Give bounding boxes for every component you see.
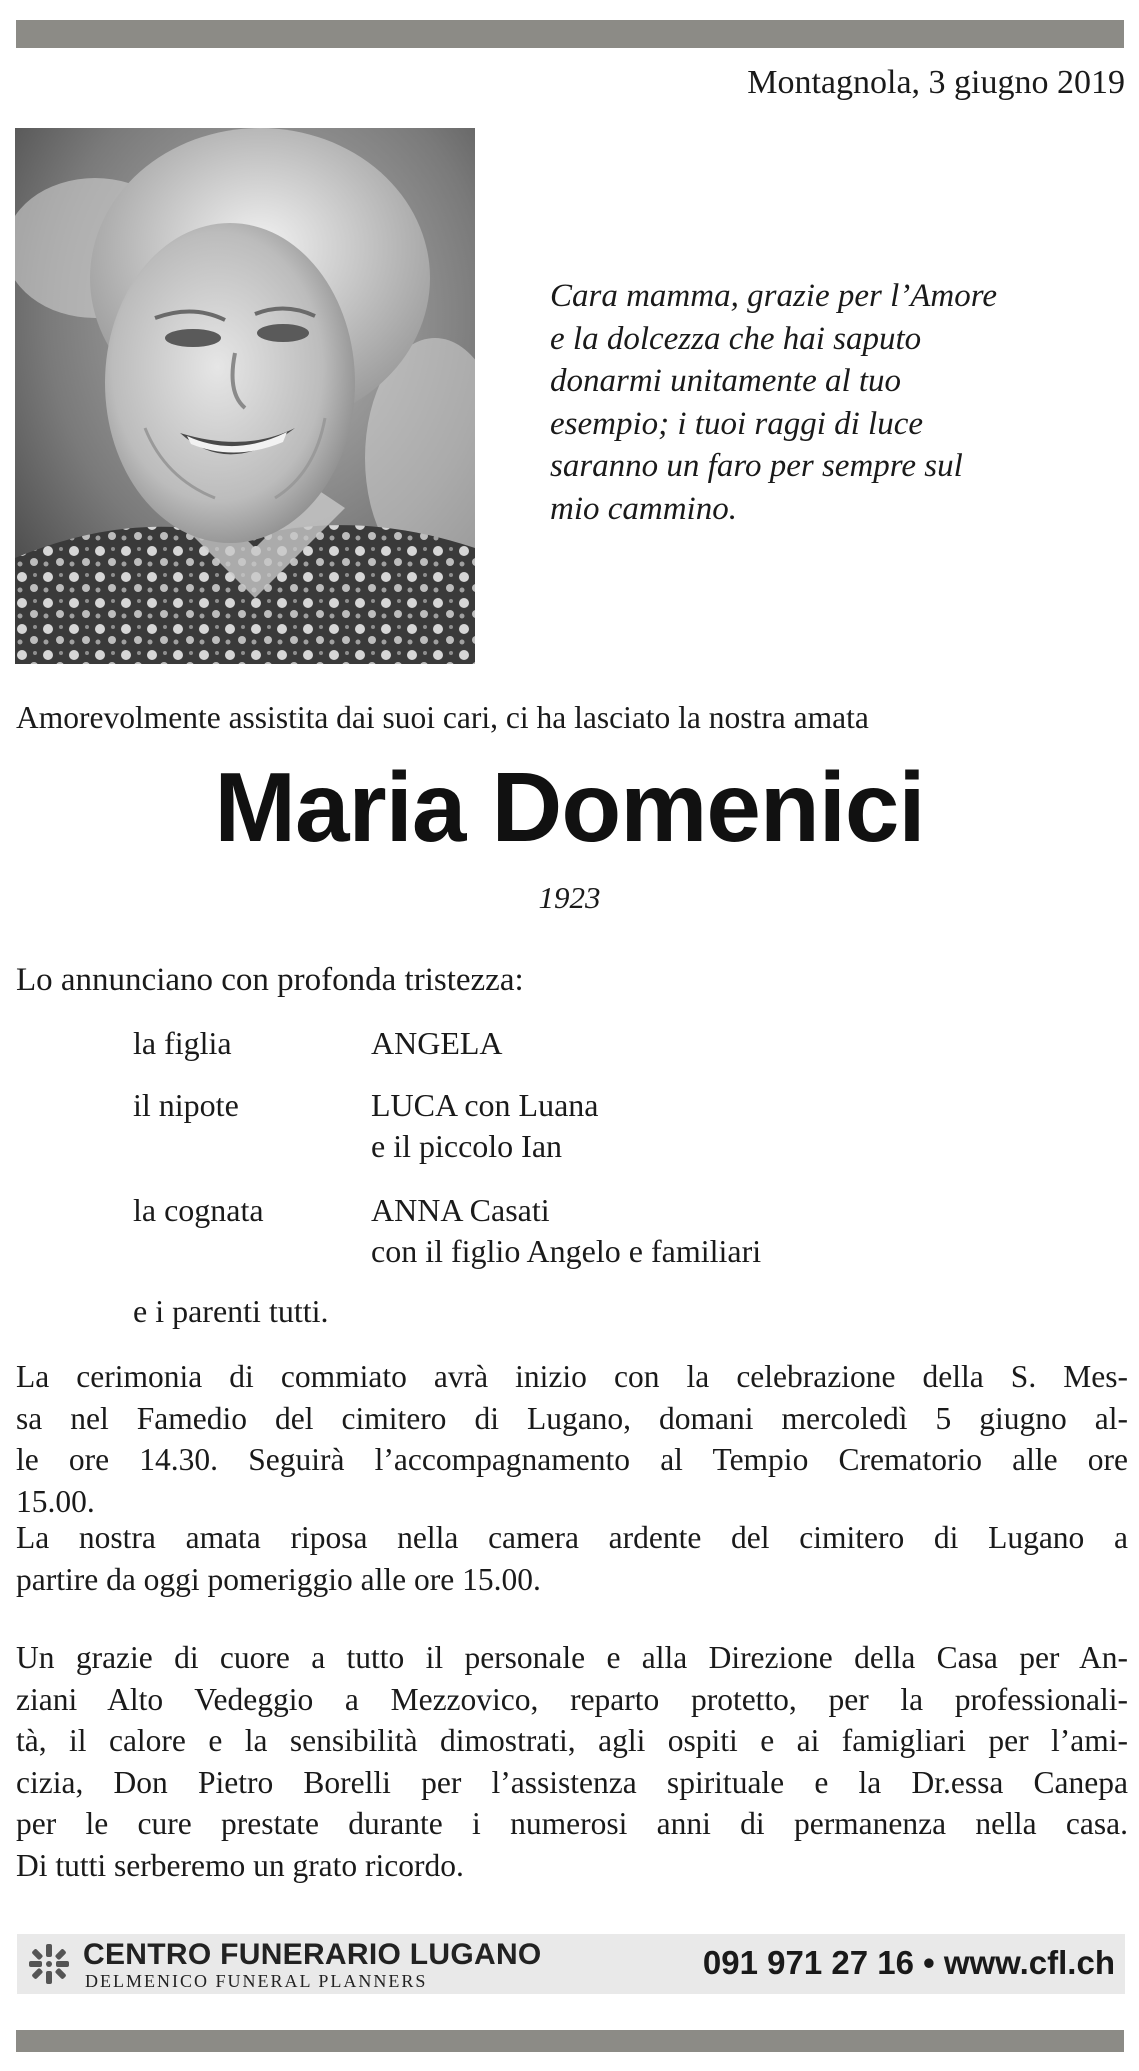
announcement-text: Lo annunciano con profonda tristezza:	[16, 962, 524, 998]
thanks-paragraph	[16, 1637, 1128, 1886]
contact-info[interactable]: 091 971 27 16 • www.cfl.ch	[702, 1944, 1115, 1981]
top-divider-bar	[16, 20, 1124, 48]
company-tagline: DELMENICO FUNERAL PLANNERS	[85, 1971, 428, 1991]
paragraph-line: partire da oggi pomeriggio alle ore 15.00.	[16, 1561, 541, 1597]
paragraph-line: La nostra amata riposa nella camera ardente del cimitero di Lugano a	[16, 1520, 1128, 1555]
paragraph-line: sa nel Famedio del cimitero di Lugano, domani mercoledì 5 giugno al-	[16, 1400, 1128, 1436]
relative-role: il nipote	[133, 1087, 239, 1123]
bottom-divider-bar	[16, 2030, 1124, 2052]
paragraph-line: cizia, Don Pietro Borelli per l’assistenza spirituale e la Dr.essa Canepa	[16, 1764, 1128, 1800]
portrait-illustration	[15, 128, 475, 664]
company-name: CENTRO FUNERARIO LUGANO	[83, 1938, 542, 1971]
quote-line: esempio; i tuoi raggi di luce	[550, 405, 924, 442]
funeral-cross-logo-icon	[27, 1942, 71, 1986]
paragraph-line: Di tutti serberemo un grato ricordo.	[16, 1847, 464, 1883]
place-date: Montagnola, 3 giugno 2019	[747, 64, 1125, 101]
portrait-photo	[15, 128, 475, 664]
quote-line: saranno un faro per sempre sul	[550, 448, 963, 484]
relative-names	[371, 1190, 761, 1272]
paragraph-line: Un grazie di cuore a tutto il personale e alla Direzione della Casa per An-	[16, 1640, 1128, 1675]
quote-line: Cara mamma, grazie per l’Amore	[550, 278, 997, 314]
paragraph-line: per le cure prestate durante i numerosi anni di permanenza nella casa.	[16, 1806, 1128, 1841]
relative-role: la cognata	[133, 1192, 264, 1228]
relative-name-line: ANGELA	[371, 1025, 503, 1061]
farewell-quote	[550, 275, 1110, 530]
paragraph-line: tà, il calore e la sensibilità dimostrati, agli ospiti e ai famigliari per l’ami-	[16, 1723, 1128, 1758]
paragraph-line: La cerimonia di commiato avrà inizio con la celebrazione della S. Mes-	[16, 1359, 1128, 1394]
deceased-name: Maria Domenici	[214, 752, 925, 862]
relative-names	[371, 1085, 599, 1167]
ceremony-paragraph	[16, 1356, 1128, 1522]
relative-name-line: con il figlio Angelo e familiari	[371, 1233, 762, 1269]
relative-names	[371, 1023, 503, 1064]
viewing-paragraph	[16, 1517, 1128, 1600]
relative-role: la figlia	[133, 1025, 232, 1061]
quote-line: mio cammino.	[550, 490, 737, 527]
paragraph-line: le ore 14.30. Seguirà l’accompagnamento al Tempio Crematorio alle ore	[16, 1442, 1128, 1477]
quote-line: donarmi unitamente al tuo	[550, 363, 902, 399]
relative-name-line: LUCA con Luana	[371, 1087, 599, 1123]
funeral-home-banner	[17, 1934, 1125, 1994]
relative-name-line: e il piccolo Ian	[371, 1128, 563, 1164]
paragraph-line: ziani Alto Vedeggio a Mezzovico, reparto protetto, per la professionali-	[16, 1681, 1128, 1717]
birth-year: 1923	[538, 880, 601, 915]
intro-text: Amorevolmente assistita dai suoi cari, ci ha lasciato la nostra amata	[16, 700, 869, 735]
other-relatives: e i parenti tutti.	[133, 1293, 329, 1329]
paragraph-line: 15.00.	[16, 1483, 95, 1519]
relative-name-line: ANNA Casati	[371, 1192, 550, 1228]
quote-line: e la dolcezza che hai saputo	[550, 320, 922, 357]
